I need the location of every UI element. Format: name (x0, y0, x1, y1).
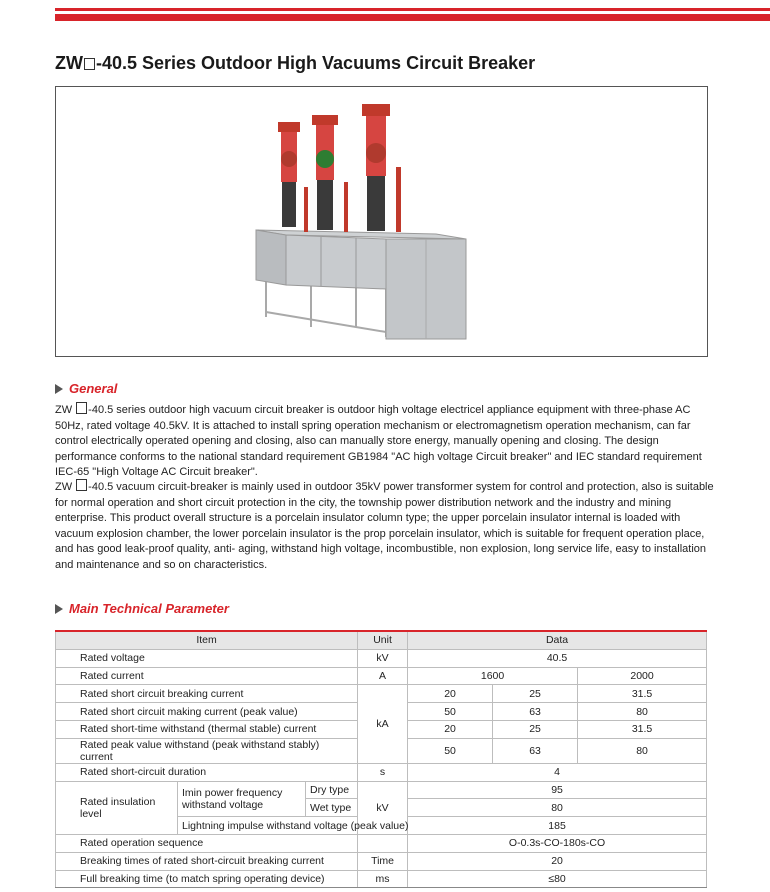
header-data: Data (408, 631, 707, 649)
header-unit: Unit (358, 631, 408, 649)
technical-parameter-table (55, 630, 707, 888)
table-row: Lightning impulse withstand voltage (peak value) 185 (56, 817, 707, 835)
general-paragraph-2: ZW -40.5 vacuum circuit-breaker is mainly used in outdoor 35kV power transformer system for control and protection, also is suitable for normal operation and short circuit protection in the city, the township power distribution network and the industry and mining enterprise. This product overall structure is a porcelain insulator column type; the upper porcelain insulator internal is loaded with vacuum explosion chamber, the lower porcelain insulator is the prop porcelain insulator, which is suitable for frequent operation place, and has good leak-proof quality, anti- aging, withstand high voltage, incombustible, non explosion, long service life, easy to installation and maintenance and so on characteristics. (55, 481, 714, 571)
product-photo-frame (55, 86, 708, 357)
table-row: Rated operation sequence O-0.3s-CO-180s-CO (56, 834, 707, 852)
placeholder-box-icon (76, 479, 87, 491)
general-heading-label: General (69, 381, 118, 396)
table-row: Rated peak value withstand (peak withstand stably) current 50 63 80 (56, 738, 707, 763)
header-item: Item (56, 631, 358, 649)
insulation-group-cell: Rated insulation level (56, 781, 178, 834)
triangle-bullet-icon (55, 604, 63, 614)
table-row: Rated voltage kV 40.5 (56, 649, 707, 667)
table-row: Rated short-circuit duration s 4 (56, 763, 707, 781)
general-heading (55, 381, 117, 396)
placeholder-box-icon (84, 58, 95, 70)
params-heading-label: Main Technical Parameter (69, 601, 229, 616)
ka-unit-cell: kA (358, 685, 408, 763)
page-title (55, 53, 535, 74)
table-row: Rated short circuit making current (peak value) 50 63 80 (56, 703, 707, 721)
title-suffix: -40.5 Series Outdoor High Vacuums Circuit Breaker (95, 53, 536, 73)
table-header-row (56, 631, 707, 649)
insulation-sub-cell: Imin power frequency withstand voltage (178, 781, 306, 817)
top-rule-thin (55, 8, 770, 11)
top-rule-thick (55, 14, 770, 21)
triangle-bullet-icon (55, 384, 63, 394)
placeholder-box-icon (76, 402, 87, 414)
table-row: Rated short-time withstand (thermal stable) current 20 25 31.5 (56, 720, 707, 738)
table-row: Wet type 80 (56, 799, 707, 817)
table-row: Full breaking time (to match spring operating device) ms ≤80 (56, 870, 707, 888)
title-prefix: ZW (55, 53, 83, 73)
table-row: Rated short circuit breaking current kA 20 25 31.5 (56, 685, 707, 703)
table-row: Breaking times of rated short-circuit breaking current Time 20 (56, 852, 707, 870)
table-row: Rated current A 1600 2000 (56, 667, 707, 685)
general-paragraph-1: ZW -40.5 series outdoor high vacuum circuit breaker is outdoor high voltage electricel appliance equipment with three-phase AC 50Hz, rated voltage 40.5kV. It is attached to install spring operation mechanism or electromagnetism operation mechanism, can far control electrically operated opening and closing, also can manually store energy, manually opening and closing. The design performance conforms to the national standard requirement GB1984 "AC high voltage Circuit breaker" and IEC standard requirement IEC-65 "High Voltage AC Circuit breaker". (55, 404, 702, 478)
params-heading (55, 601, 229, 616)
table-row: Rated insulation level Imin power frequency withstand voltage Dry type kV 95 (56, 781, 707, 799)
circuit-breaker-photo (56, 87, 707, 356)
